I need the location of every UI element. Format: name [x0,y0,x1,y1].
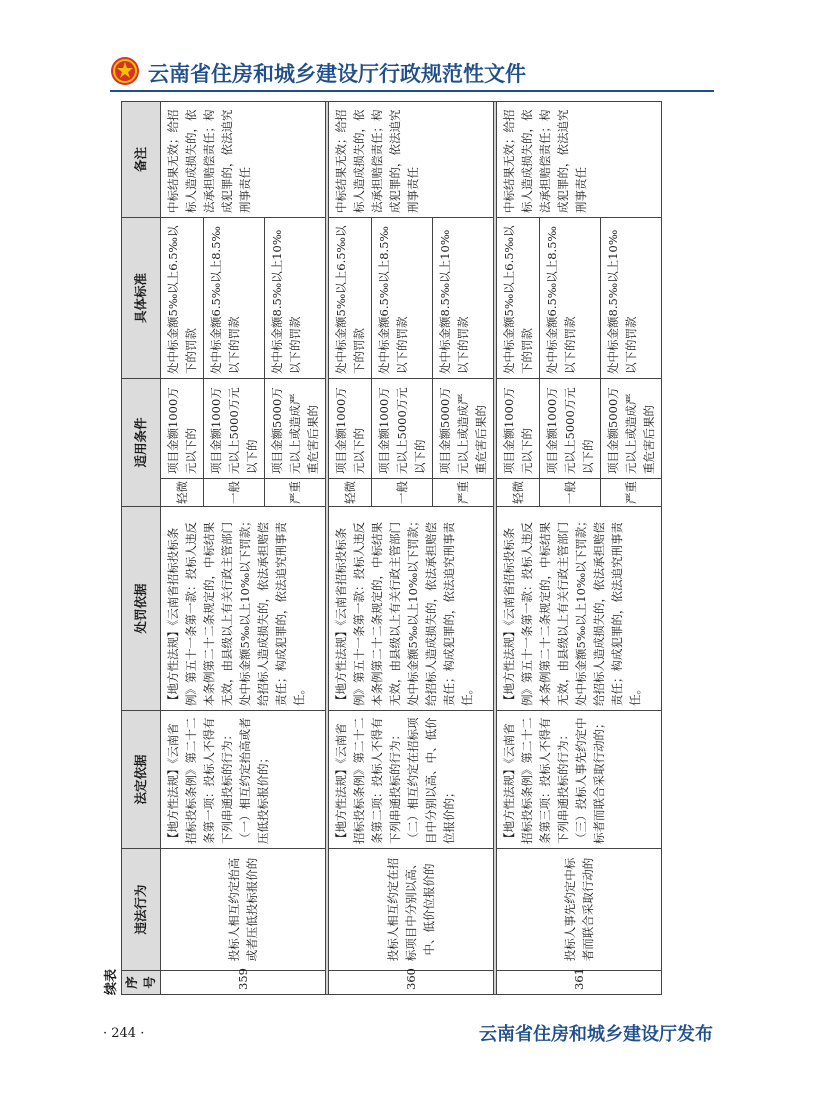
remark: 中标结果无效；给招标人造成损失的，依法承担赔偿责任；构成犯罪的，依法追究刑事责任 [161,101,326,217]
specific-standard: 处中标金额5‰以上6.5‰以下的罚款 [497,217,540,378]
row-number: 360 [329,971,494,995]
national-emblem-icon [110,56,140,86]
row-number: 361 [497,971,662,995]
row-number: 359 [161,971,326,995]
applicable-condition: 项目金额1000万元以上5000万元以下的 [204,378,265,478]
violation-act: 投标人事先约定中标者而联合采取行动的 [497,849,662,971]
applicable-condition: 项目金额5000万元以上或造成严重危害后果的 [265,378,326,478]
applicable-condition: 项目金额1000万元以上5000万元以下的 [372,378,433,478]
severity-level: 严重 [265,479,326,507]
rotated-table-area [103,100,719,995]
specific-standard: 处中标金额8.5‰以上10‰以下的罚款 [601,217,662,378]
severity-level: 一般 [540,479,601,507]
penalty-basis: 【地方性法规】《云南省招标投标条例》第五十一条第一款：投标人违反本条例第二十二条规定的，中标结果无效，由县级以上有关行政主管部门处中标金额5‰以上10‰以下罚款；给招标人造成损失的，依法承担赔偿责任；构成犯罪的，依法追究刑事责任。 [497,507,662,711]
penalty-basis: 【地方性法规】《云南省招标投标条例》第五十一条第一款：投标人违反本条例第二十二条规定的，中标结果无效，由县级以上有关行政主管部门处中标金额5‰以上10‰以下罚款；给招标人造成损失的，依法承担赔偿责任；构成犯罪的，依法追究刑事责任。 [329,507,494,711]
table-row [161,101,204,994]
penalty-basis: 【地方性法规】《云南省招标投标条例》第五十一条第一款：投标人违反本条例第二十二条规定的，中标结果无效，由县级以上有关行政主管部门处中标金额5‰以上10‰以下罚款；给招标人造成损失的，依法承担赔偿责任；构成犯罪的，依法追究刑事责任。 [161,507,326,711]
applicable-condition: 项目金额1000万元以下的 [497,378,540,478]
col-header-legal: 法定依据 [122,711,161,849]
table-header-row [122,101,161,994]
severity-level: 轻微 [161,479,204,507]
specific-standard: 处中标金额6.5‰以上8.5‰以下的罚款 [204,217,265,378]
legal-basis: 【地方性法规】《云南省招标投标条例》第二十二条第一项：投标人不得有下列串通投标的行为：（一）相互约定抬高或者压低投标报价的； [161,711,326,849]
applicable-condition: 项目金额5000万元以上或造成严重危害后果的 [601,378,662,478]
legal-basis: 【地方性法规】《云南省招标投标条例》第二十二条第三项：投标人不得有下列串通投标的行为：（三）投标人事先约定中标者而联合采取行动的； [497,711,662,849]
col-header-act: 违法行为 [122,849,161,971]
col-header-remark: 备注 [122,101,161,217]
specific-standard: 处中标金额6.5‰以上8.5‰以下的罚款 [372,217,433,378]
legal-basis: 【地方性法规】《云南省招标投标条例》第二十二条第二项：投标人不得有下列串通投标的行为：（二）相互约定在招标项目中分别以高、中、低价位报价的； [329,711,494,849]
header-title: 云南省住房和城乡建设厅行政规范性文件 [148,62,526,86]
remark: 中标结果无效；给招标人造成损失的，依法承担赔偿责任；构成犯罪的，依法追究刑事责任 [497,101,662,217]
footer-publisher: 云南省住房和城乡建设厅发布 [479,1024,713,1045]
continued-label: 续表 [104,968,119,995]
severity-level: 轻微 [497,479,540,507]
page-header [110,52,714,92]
page-number: · 244 · [103,1026,145,1041]
col-header-no: 序号 [122,971,161,995]
remark: 中标结果无效；给招标人造成损失的，依法承担赔偿责任；构成犯罪的，依法追究刑事责任 [329,101,494,217]
specific-standard: 处中标金额5‰以上6.5‰以下的罚款 [329,217,372,378]
applicable-condition: 项目金额5000万元以上或造成严重危害后果的 [433,378,494,478]
severity-level: 严重 [433,479,494,507]
col-header-standard: 具体标准 [122,217,161,378]
specific-standard: 处中标金额5‰以上6.5‰以下的罚款 [161,217,204,378]
penalty-table [121,101,662,995]
specific-standard: 处中标金额8.5‰以上10‰以下的罚款 [433,217,494,378]
specific-standard: 处中标金额6.5‰以上8.5‰以下的罚款 [540,217,601,378]
violation-act: 投标人相互约定在招标项目中分别以高、中、低价位报价的 [329,849,494,971]
specific-standard: 处中标金额8.5‰以上10‰以下的罚款 [265,217,326,378]
col-header-condition: 适用条件 [122,378,161,506]
severity-level: 轻微 [329,479,372,507]
applicable-condition: 项目金额1000万元以上5000万元以下的 [540,378,601,478]
severity-level: 一般 [204,479,265,507]
severity-level: 严重 [601,479,662,507]
table-row [497,101,540,994]
severity-level: 一般 [372,479,433,507]
applicable-condition: 项目金额1000万元以下的 [161,378,204,478]
table-row [329,101,372,994]
applicable-condition: 项目金额1000万元以下的 [329,378,372,478]
col-header-penalty: 处罚依据 [122,507,161,711]
violation-act: 投标人相互约定抬高或者压低投标报价的 [161,849,326,971]
header-divider [110,90,714,92]
